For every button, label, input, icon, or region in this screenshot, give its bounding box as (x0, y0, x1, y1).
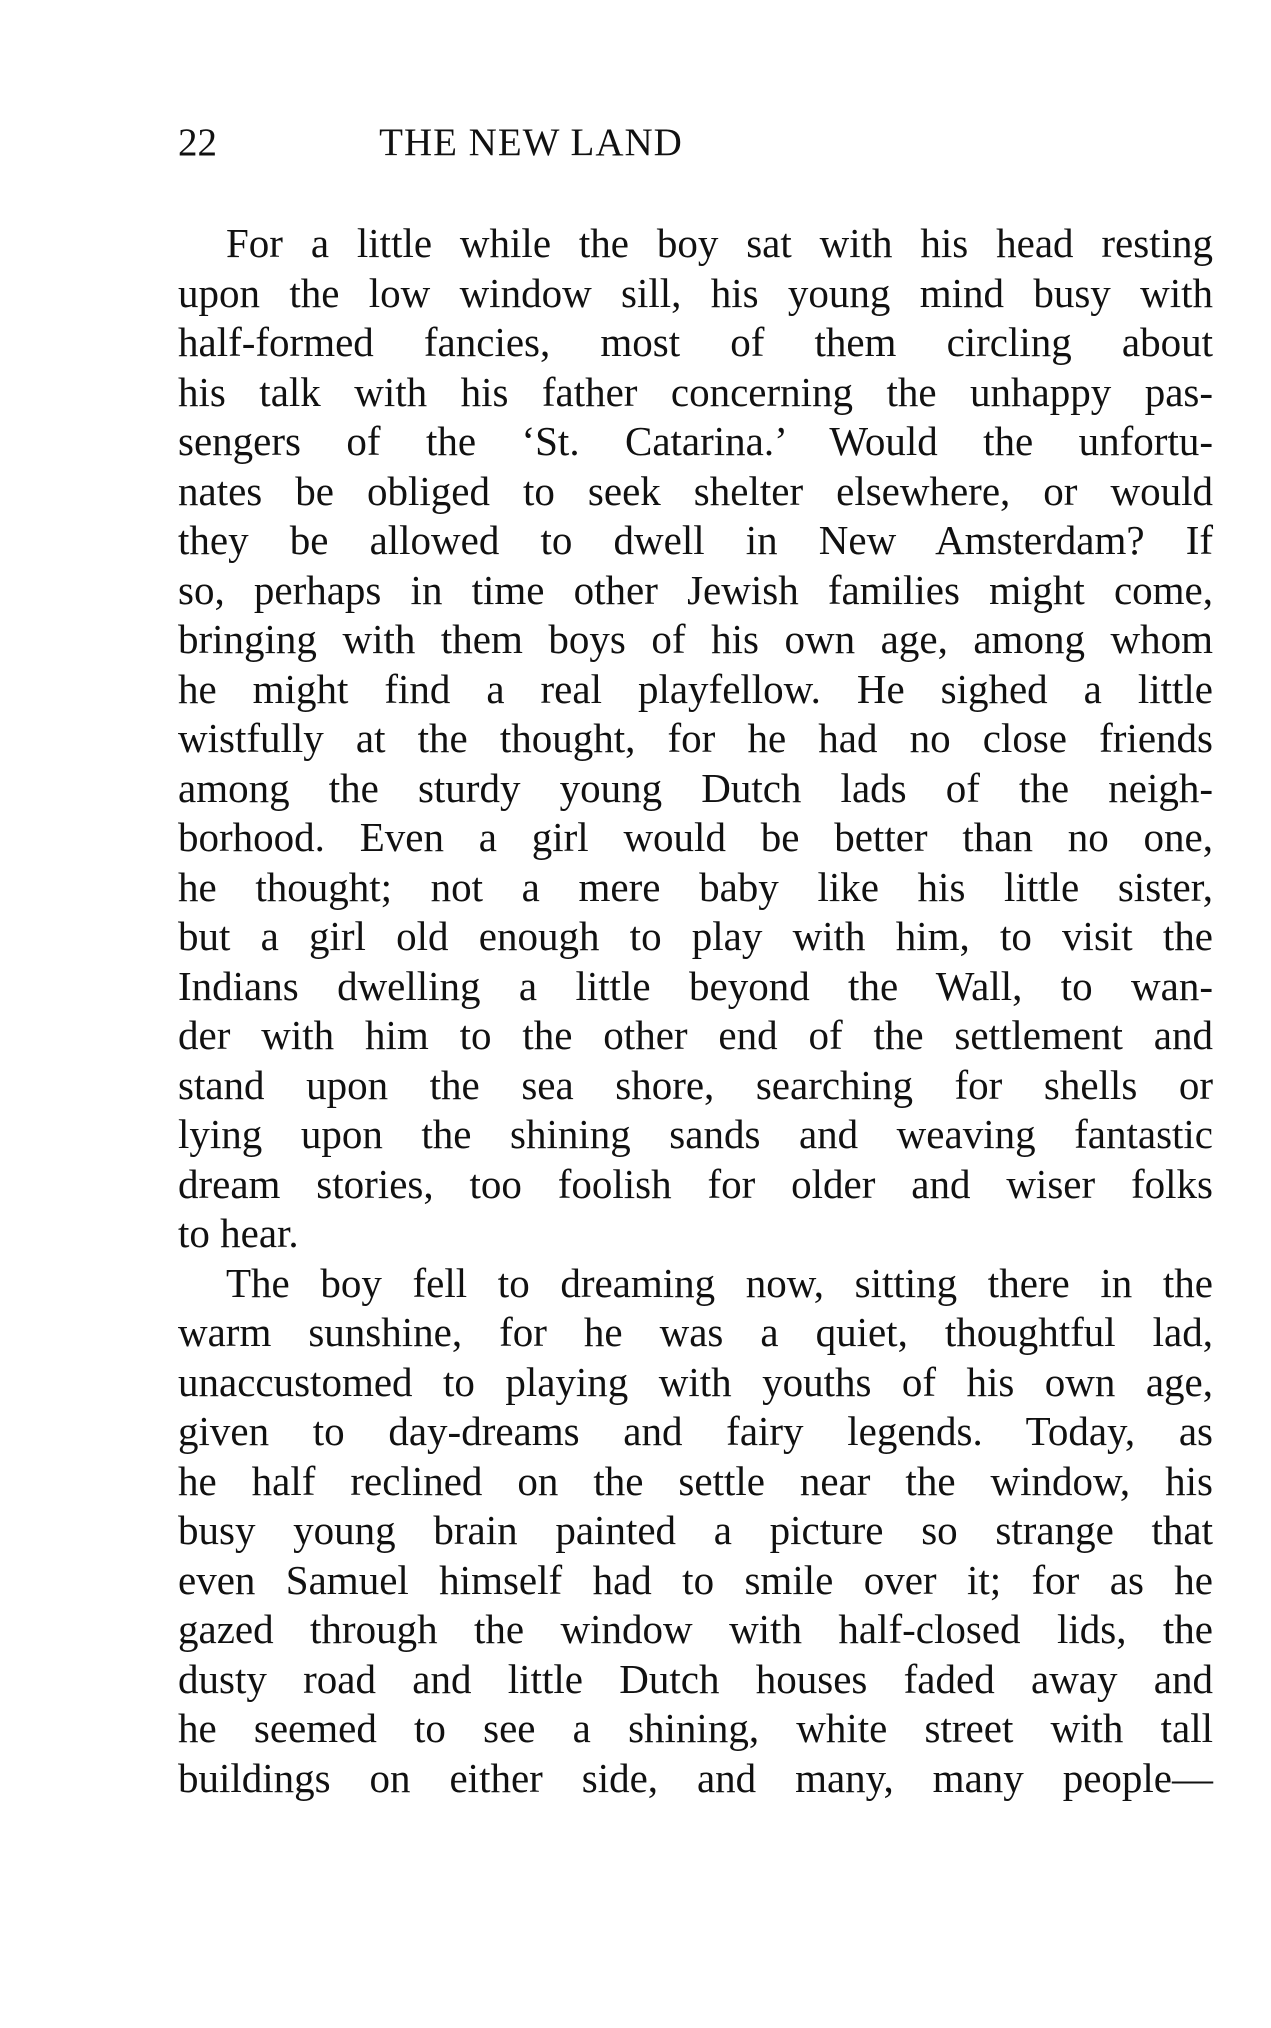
text-line: he might find a real playfellow. He sighed a little (178, 665, 1213, 712)
text-line: his talk with his father concerning the unhappy pas- (178, 368, 1213, 415)
text-line: they be allowed to dwell in New Amsterdam? If (178, 517, 1213, 563)
running-title: THE NEW LAND (379, 121, 683, 164)
text-line: so, perhaps in time other Jewish families might come, (178, 566, 1213, 613)
text-line: lying upon the shining sands and weaving fantastic (178, 1111, 1213, 1157)
body-text (178, 219, 1213, 1803)
text-line: warm sunshine, for he was a quiet, thoughtful lad, (178, 1309, 1213, 1355)
text-line: buildings on either side, and many, many people— (178, 1754, 1213, 1801)
text-line: gazed through the window with half-closed lids, the (178, 1606, 1213, 1652)
text-line: busy young brain painted a picture so strange that (178, 1507, 1213, 1553)
text-line: borhood. Even a girl would be better than no one, (178, 814, 1213, 860)
text-line: unaccustomed to playing with youths of his own age, (178, 1358, 1213, 1405)
text-line: sengers of the ‘St. Catarina.’ Would the unfortu- (178, 418, 1213, 464)
text-line: For a little while the boy sat with his head resting (226, 220, 1213, 266)
text-line: nates be obliged to seek shelter elsewhere, or would (178, 467, 1213, 514)
text-line: dream stories, too foolish for older and wiser folks (178, 1160, 1213, 1207)
text-line: Indians dwelling a little beyond the Wall, to wan- (178, 962, 1213, 1009)
text-line: der with him to the other end of the settlement and (178, 1012, 1213, 1058)
text-line: he seemed to see a shining, white street with tall (178, 1705, 1213, 1751)
text-line: half-formed fancies, most of them circling about (178, 319, 1213, 365)
text-line: stand upon the sea shore, searching for shells or (178, 1061, 1213, 1108)
text-line: The boy fell to dreaming now, sitting there in the (226, 1259, 1213, 1306)
text-line: even Samuel himself had to smile over it; for as he (178, 1556, 1213, 1603)
text-line: wistfully at the thought, for he had no close friends (178, 715, 1213, 761)
text-line: given to day-dreams and fairy legends. Today, as (178, 1408, 1213, 1454)
text-line: to hear. (178, 1210, 299, 1256)
text-line: upon the low window sill, his young mind busy with (178, 269, 1213, 316)
text-line: he half reclined on the settle near the window, his (178, 1457, 1213, 1504)
text-line: among the sturdy young Dutch lads of the neigh- (178, 764, 1213, 811)
text-line: but a girl old enough to play with him, to visit the (178, 913, 1213, 959)
running-head (178, 118, 1213, 168)
page-number: 22 (178, 121, 217, 164)
text-line: he thought; not a mere baby like his little sister, (178, 863, 1213, 910)
text-line: bringing with them boys of his own age, among whom (178, 616, 1213, 662)
text-line: dusty road and little Dutch houses faded away and (178, 1655, 1213, 1702)
